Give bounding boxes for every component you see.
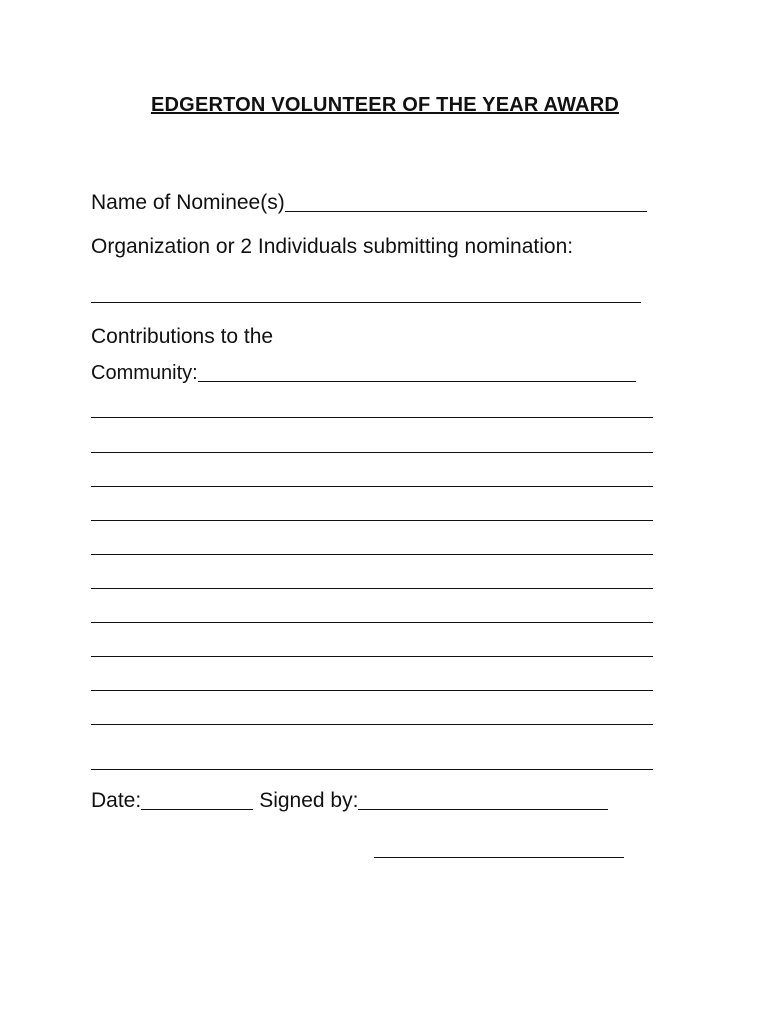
date-field[interactable] (141, 789, 253, 810)
nominee-field[interactable] (285, 191, 647, 212)
contributions-field-first[interactable] (198, 361, 636, 382)
contributions-line[interactable] (91, 520, 653, 521)
organization-label: Organization or 2 Individuals submitting nomination: (91, 235, 574, 258)
nominee-label: Name of Nominee(s) (91, 191, 285, 214)
organization-row (91, 234, 573, 260)
contributions-line[interactable] (91, 690, 653, 691)
contributions-line[interactable] (91, 724, 653, 725)
signature-field-1[interactable] (358, 789, 608, 810)
nominee-row (91, 190, 647, 216)
contributions-label-line2: Community: (91, 362, 198, 384)
contributions-line[interactable] (91, 769, 653, 770)
organization-field[interactable] (91, 302, 641, 303)
contributions-line[interactable] (91, 417, 653, 418)
date-label: Date: (91, 789, 142, 812)
contributions-line[interactable] (91, 622, 653, 623)
contributions-label-row-1 (91, 324, 273, 350)
signature-field-2[interactable] (374, 857, 624, 858)
contributions-line[interactable] (91, 656, 653, 657)
contributions-line[interactable] (91, 486, 653, 487)
contributions-line[interactable] (91, 452, 653, 453)
signed-by-label: Signed by: (259, 789, 359, 812)
contributions-line[interactable] (91, 554, 653, 555)
contributions-line[interactable] (91, 588, 653, 589)
form-title: EDGERTON VOLUNTEER OF THE YEAR AWARD (151, 94, 619, 116)
contributions-label-line1: Contributions to the (91, 325, 274, 348)
date-signed-row (91, 788, 608, 814)
contributions-label-row-2 (91, 360, 636, 386)
